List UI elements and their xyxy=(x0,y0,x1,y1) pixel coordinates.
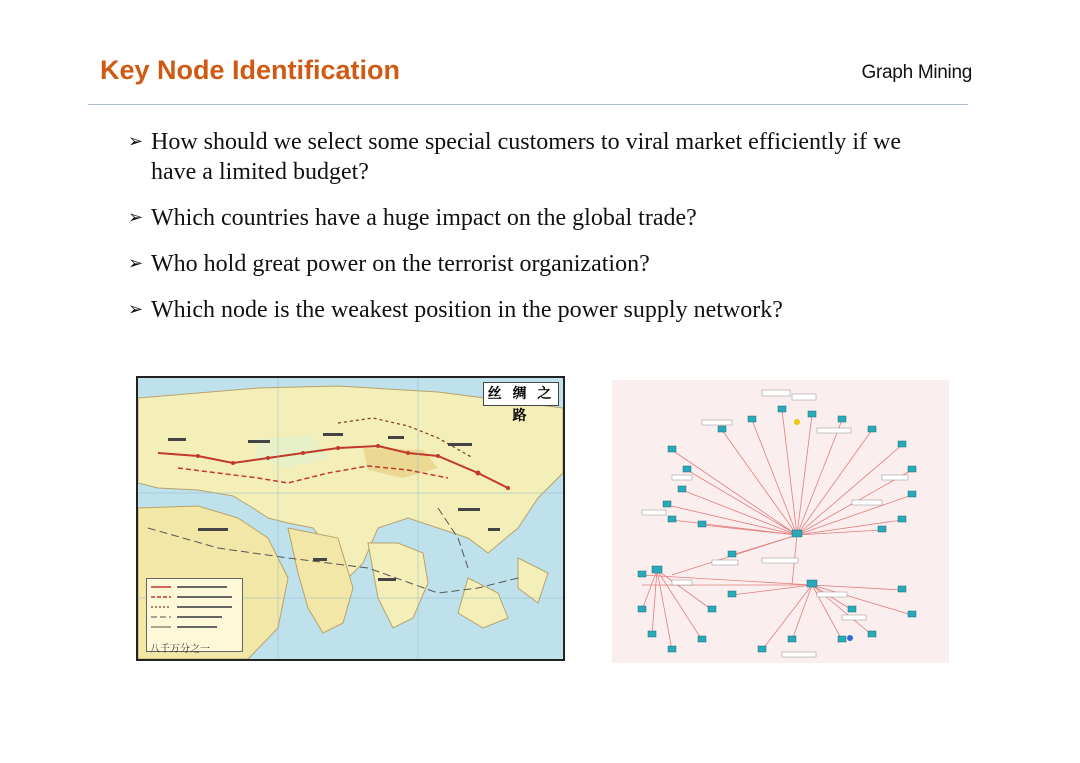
bullet-list xyxy=(128,127,928,341)
legend-lines xyxy=(147,579,242,639)
network-illustration xyxy=(612,380,949,663)
bullet-item xyxy=(128,249,928,279)
arrow-bullet-icon: ➢ xyxy=(128,253,144,274)
bullet-text: Who hold great power on the terrorist organization? xyxy=(151,251,650,277)
bullet-item xyxy=(128,203,928,233)
arrow-bullet-icon: ➢ xyxy=(128,207,144,228)
bullet-item xyxy=(128,127,928,187)
title-divider xyxy=(88,104,968,105)
bullet-text: Which node is the weakest position in the power supply network? xyxy=(151,297,783,323)
arrow-bullet-icon: ➢ xyxy=(128,299,144,320)
map-scale-caption: 八千万分之一 xyxy=(150,644,210,655)
bullet-text: How should we select some special customers to viral market efficiently if we have a limited budget? xyxy=(151,129,901,185)
bullet-item xyxy=(128,295,928,325)
map-title: 丝 绸 之 路 xyxy=(483,382,559,406)
silk-road-map-image xyxy=(136,376,565,661)
arrow-bullet-icon: ➢ xyxy=(128,131,144,152)
slide-title: Key Node Identification xyxy=(100,55,401,85)
power-network-image xyxy=(612,380,949,663)
bullet-text: Which countries have a huge impact on the global trade? xyxy=(151,205,697,231)
section-tag: Graph Mining xyxy=(861,62,972,83)
